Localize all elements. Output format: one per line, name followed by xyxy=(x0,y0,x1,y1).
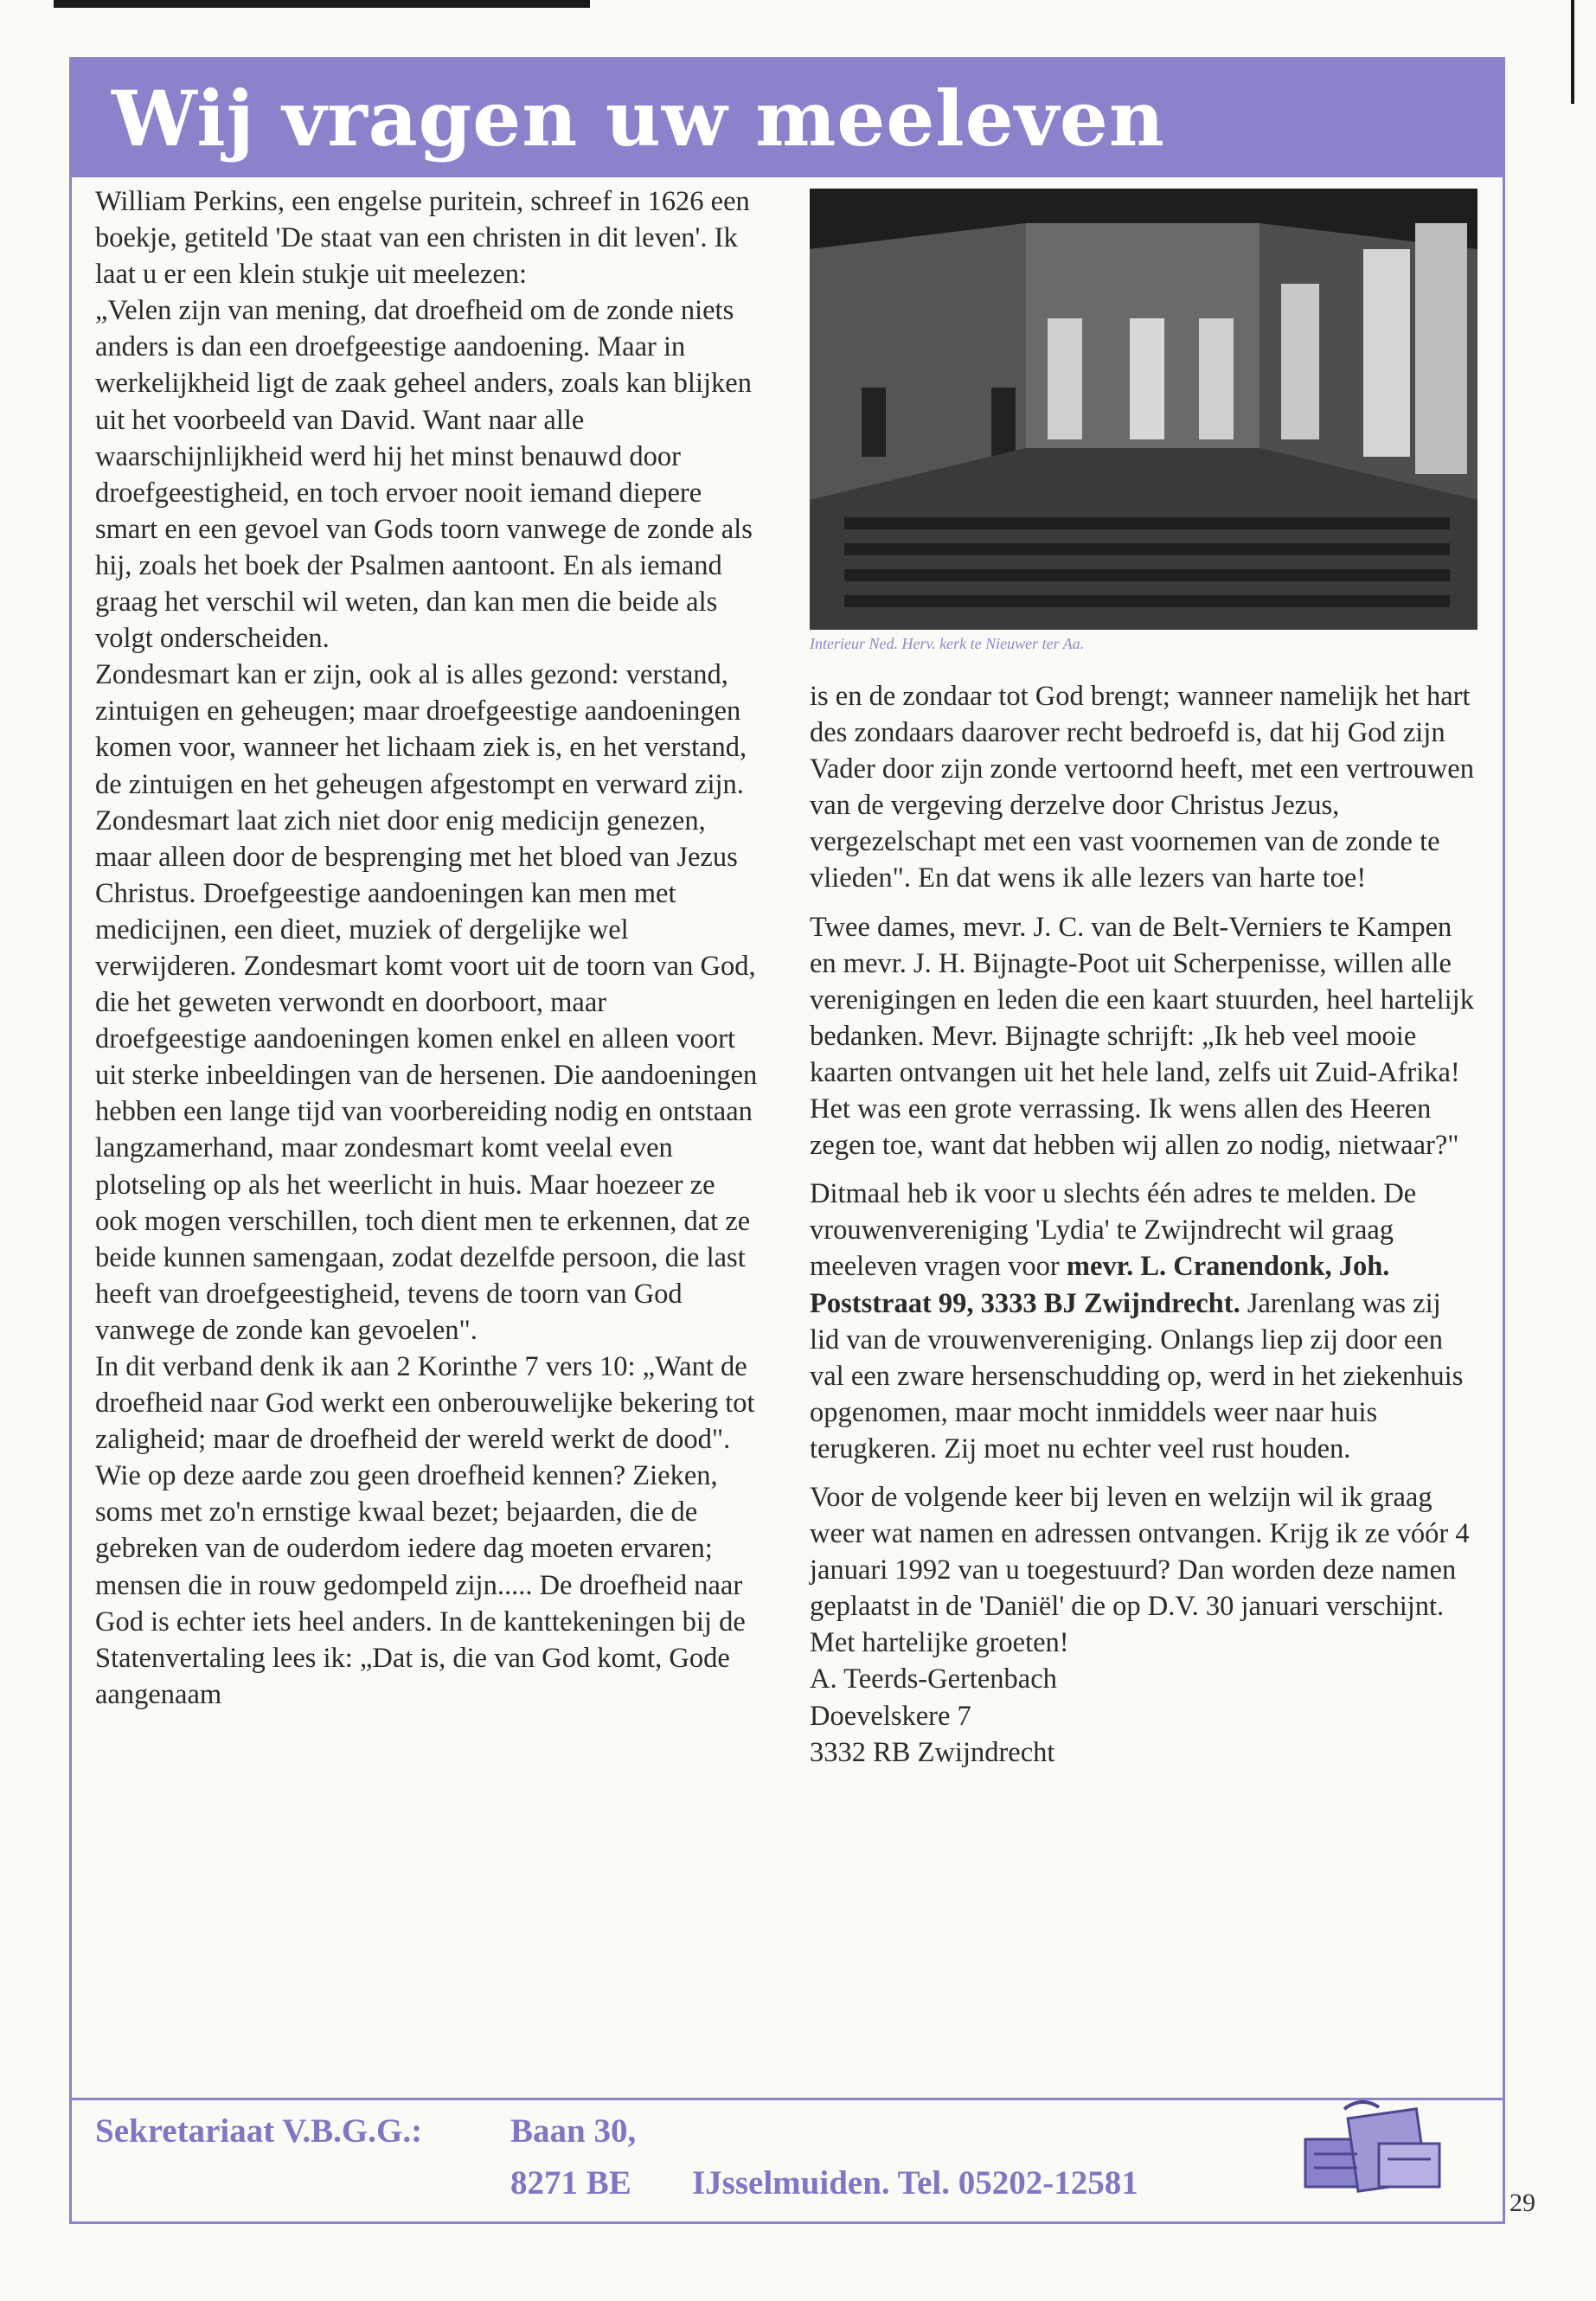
request-paragraph: Voor de volgende keer bij leven en welzijn wil ik graag weer wat namen en adressen ontvangen. Krijg ik ze vóór 4 januari 1992 van u toegestuurd? Dan worden deze namen geplaatst in de 'Daniël' die op D.V. 30 januari verschijnt. xyxy=(810,1481,1470,1623)
church-interior-photo xyxy=(810,189,1477,630)
footer-street: Baan 30, xyxy=(510,2112,637,2150)
left-column xyxy=(95,183,761,1713)
footer-divider xyxy=(72,2098,1503,2100)
thanks-paragraph: Twee dames, mevr. J. C. van de Belt-Verniers te Kampen en mevr. J. H. Bijnagte-Poot uit Scherpenisse, willen alle verenigingen en leden die een kaart stuurden, heel hartelijk bedanken. Mevr. Bijnagte schrijft: „Ik heb veel mooie kaarten ontvangen uit het hele land, zelfs uit Zuid-Afrika! Het was een grote verrassing. Ik wens allen des Heeren zegen toe, want dat hebben wij allen zo nodig, nietwaar?" xyxy=(810,911,1474,1162)
books-emblem-icon xyxy=(1292,2092,1457,2204)
highlighted-address: mevr. L. Cranendonk, Joh. Poststraat 99, 3333 BJ Zwijndrecht. xyxy=(810,1251,1390,1319)
intro-paragraph: William Perkins, een engelse puritein, schreef in 1626 een boekje, getiteld 'De staat van een christen in dit leven'. Ik laat u er een klein stukje uit meelezen: xyxy=(95,186,750,291)
right-rule xyxy=(1571,0,1574,104)
page-title: Wij vragen uw meeleven xyxy=(112,74,1165,163)
top-rule xyxy=(54,0,590,8)
address-details: Jarenlang was zij lid van de vrouwenvereniging. Onlangs liep zij door een val een zware hersenschudding op, werd in het ziekenhuis opgenomen, maar mocht inmiddels weer naar huis terugkeren. Zij moet nu echter veel rust houden. xyxy=(810,1287,1464,1465)
address-intro: Ditmaal heb ik voor u slechts één adres te melden. De vrouwenvereniging 'Lydia' te Zwijndrecht wil graag meeleven vragen voor xyxy=(810,1178,1417,1283)
title-banner xyxy=(72,60,1503,177)
signature-street: Doevelskere 7 xyxy=(810,1700,971,1732)
quote-paragraph-1: „Velen zijn van mening, dat droefheid om de zonde niets anders is dan een droefgeestige aandoening. Maar in werkelijkheid ligt de zaak geheel anders, zoals kan blijken uit het voorbeeld van David. Want naar alle waarschijnlijkheid werd hij het minst benauwd door droefgeestigheid, en toch ervoer nooit iemand diepere smart en een gevoel van Gods toorn vanwege de zonde als hij, zoals het boek der Psalmen aantoont. En als iemand graag het verschil wil weten, dan kan men die beide als volgt onderscheiden. xyxy=(95,295,753,655)
footer-postcode: 8271 BE xyxy=(510,2164,631,2202)
signature-city: 3332 RB Zwijndrecht xyxy=(810,1736,1055,1768)
right-column xyxy=(810,678,1476,1771)
page-number: 29 xyxy=(1509,2189,1535,2217)
greeting: Met hartelijke groeten! xyxy=(810,1627,1069,1659)
footer-city-phone: IJsselmuiden. Tel. 05202-12581 xyxy=(692,2164,1138,2202)
reflection-paragraph: In dit verband denk ik aan 2 Korinthe 7 vers 10: „Want de droefheid naar God werkt een onberouwelijke bekering tot zaligheid; maar de droefheid der wereld werkt de dood". Wie op deze aarde zou geen droefheid kennen? Zieken, soms met zo'n ernstige kwaal bezet; bejaarden, die de gebreken van de ouderdom iedere dag moeten ervaren; mensen die in rouw gedompeld zijn..... De droefheid naar God is echter iets heel anders. In de kanttekeningen bij de Statenvertaling lees ik: „Dat is, die van God komt, Gode aangenaam xyxy=(95,1351,755,1710)
continuation-paragraph: is en de zondaar tot God brengt; wanneer namelijk het hart des zondaars daarover recht bedroefd is, dat hij God zijn Vader door zijn zonde vertoornd heeft, met een vertrouwen van de vergeving derzelve door Christus Jezus, vergezelschapt met een vast voornemen van de zonde te vlieden". En dat wens ik alle lezers van harte toe! xyxy=(810,681,1474,894)
photo-caption: Interieur Ned. Herv. kerk te Nieuwer ter Aa. xyxy=(810,635,1085,652)
quote-paragraph-2: Zondesmart kan er zijn, ook al is alles gezond: verstand, zintuigen en geheugen; maar droefgeestige aandoeningen komen voor, wanneer het lichaam ziek is, en het verstand, de zintuigen en het geheugen afgestompt en verward zijn. Zondesmart laat zich niet door enig medicijn genezen, maar alleen door de besprenging met het bloed van Jezus Christus. Droefgeestige aandoeningen kan men met medicijnen, een dieet, muziek of dergelijke wel verwijderen. Zondesmart komt voort uit de toorn van God, die het geweten verwondt en doorboort, maar droefgeestige aandoeningen komen enkel en alleen voort uit sterke inbeeldingen van de hersenen. Die aandoeningen hebben een lange tijd van voorbereiding nodig en ontstaan langzamerhand, maar zondesmart komt veelal even plotseling op als het weerlicht in huis. Maar hoezeer ze ook mogen verschillen, toch dient men te erkennen, dat ze beide kunnen samengaan, zodat dezelfde persoon, die last heeft van droefgeestigheid, tevens de toorn van God vanwege de zonde kan gevoelen". xyxy=(95,659,758,1346)
address-paragraph xyxy=(810,1176,1476,1467)
signature-name: A. Teerds-Gertenbach xyxy=(810,1663,1057,1695)
footer-label: Sekretariaat V.B.G.G.: xyxy=(95,2112,423,2150)
